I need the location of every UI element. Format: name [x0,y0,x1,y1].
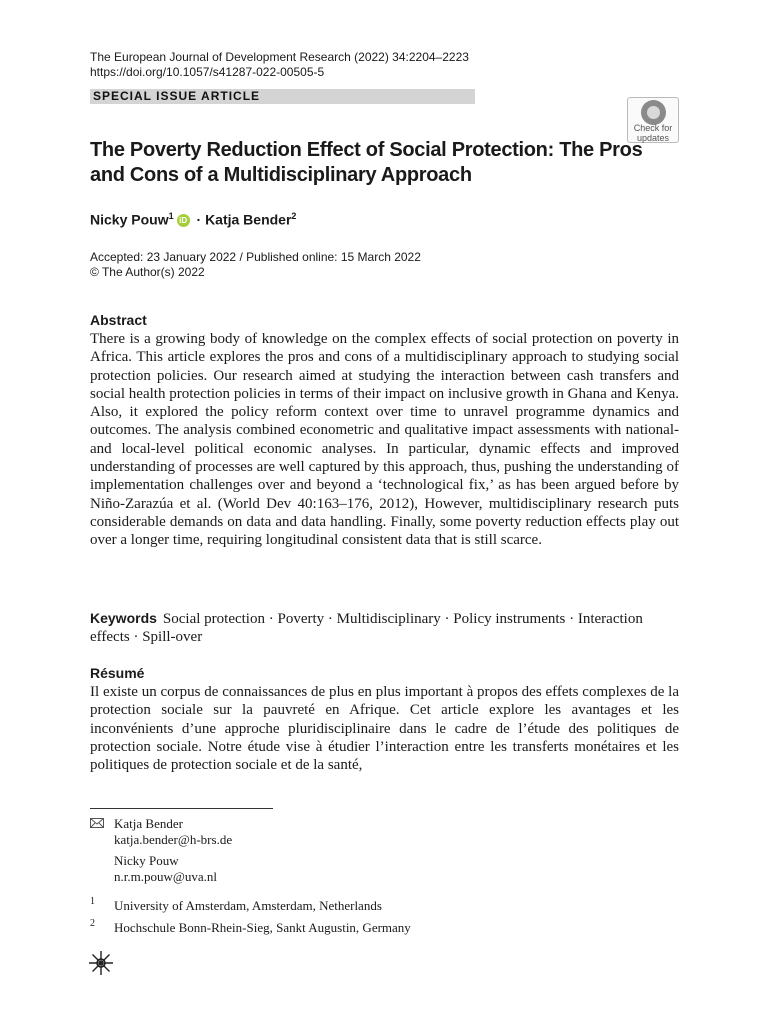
check-for-updates-text: Check for updates [633,123,673,143]
copyright-line: © The Author(s) 2022 [90,265,205,279]
affiliation-number: 2 [90,918,95,929]
author-name[interactable]: Nicky Pouw [90,211,169,228]
accepted-published-line: Accepted: 23 January 2022 / Published online: 15 March 2022 [90,250,421,264]
article-type-label: SPECIAL ISSUE ARTICLE [93,89,261,103]
corresponding-contact [114,816,232,848]
author-list [90,207,296,229]
affiliation-text: University of Amsterdam, Amsterdam, Netherlands [114,898,382,913]
author-separator: · [196,211,202,228]
contact-email[interactable]: katja.bender@h-brs.de [114,832,233,847]
footnote-divider [90,808,273,809]
journal-citation [90,50,469,80]
article-title: The Poverty Reduction Effect of Social Protection: The Pros and Cons of a Multidisciplinary Approach [90,139,643,186]
resume-text: Il existe un corpus de connaissances de plus en plus important à propos des effets complexes de la protection sociale sur la pauvreté en Afrique. Cet article explore les avantages et les inconvénients d’une approche pluridisciplinaire dans le cadre de l’étude des politiques de protection sociale. Notre étude vise à étudier l’interaction entre les transferts monétaires et les politiques de protection sociale et de la santé, [90,684,679,774]
abstract-text: There is a growing body of knowledge on the complex effects of social protection on poverty in Africa. This article explores the pros and cons of a multidisciplinary approach to studying social protection policies. Our research aimed at studying the interaction between cash transfers and social health protection policies in terms of their impact on inclusive growth in Ghana and Kenya. Also, it explored the policy reform context over time to unravel programme dynamics and outcomes. The analysis combined econometric and qualitative impact assessments with national- and local-level political economic analyses. In particular, dynamic effects and improved understanding of processes are well captured by this approach, thus, pushing the understanding of implementation challenges over and beyond a ‘technological fix,’ as has been argued before by Niño-Zarazúa et al. (World Dev 40:163–176, 2012), However, multidisciplinary research puts considerable demands on data and data handling. Finally, some poverty reduction effects play out over a longer time, requiring longitudinal consistent data that is still scarce. [90,331,679,549]
contact-name: Katja Bender [114,816,183,831]
check-for-updates-icon[interactable] [627,97,679,143]
contact [114,853,217,885]
author-affiliation-ref: 2 [291,211,297,221]
publication-dates [90,250,421,280]
keywords-heading: Keywords [90,610,157,626]
publisher-logo-icon [88,950,114,976]
resume-heading: Résumé [90,665,145,681]
doi-link[interactable]: https://doi.org/10.1057/s41287-022-00505-5 [90,65,325,79]
check-for-updates-badge [641,100,666,125]
keywords-block [90,609,679,647]
author-name[interactable]: Katja Bender [205,211,292,228]
journal-line: The European Journal of Development Research (2022) 34:2204–2223 [90,50,469,64]
affiliation-text: Hochschule Bonn-Rhein-Sieg, Sankt Augustin, Germany [114,920,411,935]
keywords-list: Social protection · Poverty · Multidisciplinary · Policy instruments · Interaction effects · Spill-over [90,611,643,646]
contact-name: Nicky Pouw [114,853,179,868]
author-affiliation-ref: 1 [168,211,174,221]
abstract-heading: Abstract [90,312,147,328]
affiliation-number: 1 [90,896,95,907]
article-type-banner [90,89,475,104]
contact-email[interactable]: n.r.m.pouw@uva.nl [114,869,217,884]
envelope-icon [90,818,104,828]
orcid-icon[interactable]: iD [177,214,190,227]
